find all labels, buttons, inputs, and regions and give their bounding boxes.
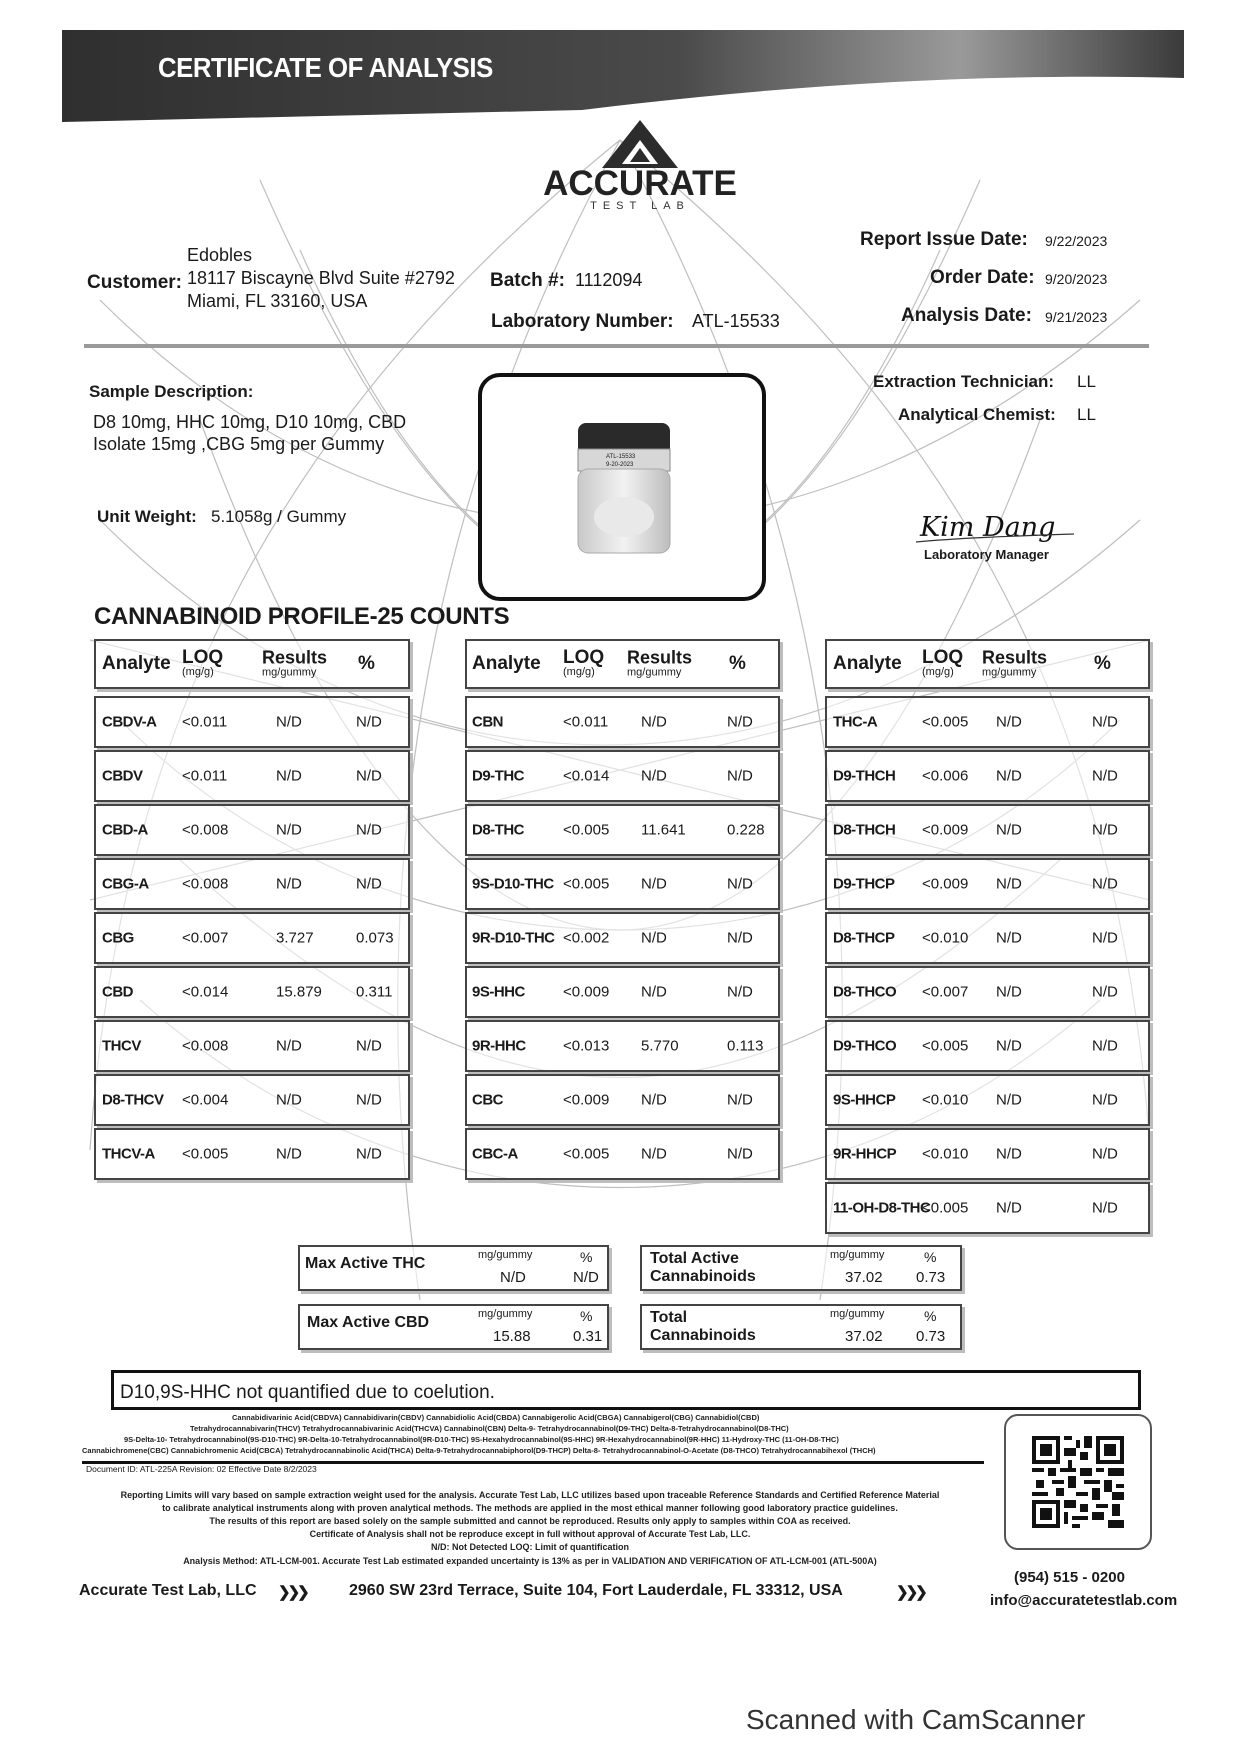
analyte-cell: THCV-A — [102, 1145, 155, 1163]
contact-email[interactable]: info@accuratetestlab.com — [990, 1592, 1178, 1609]
table-row — [465, 1128, 780, 1180]
logo-triangle-icon — [600, 118, 680, 170]
result-cell: N/D — [641, 983, 667, 1001]
table-row — [94, 750, 410, 802]
analyte-cell: THC-A — [833, 713, 878, 731]
laboratory-manager-label: Laboratory Manager — [924, 547, 1049, 562]
signature-text: Kim Dang — [920, 512, 1056, 543]
max-active-thc-box — [298, 1245, 609, 1291]
table-row — [94, 1128, 410, 1180]
total-unit: mg/gummy — [830, 1308, 885, 1320]
cannabinoid-profile-title: CANNABINOID PROFILE-25 COUNTS — [94, 603, 510, 630]
percent-cell: N/D — [356, 1037, 382, 1055]
result-cell: N/D — [276, 767, 302, 785]
header-loq-label: LOQ — [563, 647, 605, 668]
percent-cell: N/D — [1092, 1091, 1118, 1109]
analysis-date: 9/21/2023 — [1045, 309, 1108, 325]
result-cell: 3.727 — [276, 929, 314, 947]
table-row — [825, 1074, 1150, 1126]
customer-label: Customer: — [87, 272, 183, 293]
max-active-cbd-value: 15.88 — [493, 1328, 531, 1345]
table-row — [465, 696, 780, 748]
analyte-cell: D9-THCO — [833, 1037, 897, 1055]
max-active-thc-unit: mg/gummy — [478, 1249, 533, 1261]
qr-code-icon[interactable] — [1032, 1436, 1124, 1528]
report-issue-label: Report Issue Date: — [860, 229, 1028, 250]
header-loq-unit: (mg/g) — [182, 666, 214, 678]
result-cell: N/D — [996, 1145, 1022, 1163]
table-row — [94, 966, 410, 1018]
profile-header-3 — [825, 639, 1150, 689]
percent-cell: 0.073 — [356, 929, 394, 947]
max-active-cbd-pct: 0.31 — [573, 1328, 603, 1345]
analysis-date-label: Analysis Date: — [901, 305, 1032, 326]
total-active-cannabinoids-box — [640, 1245, 962, 1291]
percent-cell: N/D — [356, 767, 382, 785]
footer-company: Accurate Test Lab, LLC — [79, 1582, 257, 1599]
analyte-cell: D9-THC — [472, 767, 524, 785]
abbreviations-line-2: Tetrahydrocannabivarin(THCV) Tetrahydrocannabivarinic Acid(THCVA) Cannabinol(CBN) Delta-9- Tetrahydrocannabinol(D9-THC) Delta-8-Tetrahydrocannabinol(D8-THC) — [190, 1424, 789, 1433]
percent-cell: N/D — [1092, 1145, 1118, 1163]
analyte-cell: CBC — [472, 1091, 503, 1109]
percent-cell: N/D — [1092, 929, 1118, 947]
percent-cell: N/D — [1092, 713, 1118, 731]
percent-cell: 0.311 — [356, 983, 393, 1001]
loq-cell: <0.005 — [922, 713, 969, 731]
percent-cell: N/D — [727, 1091, 753, 1109]
total-cannabinoids-box — [640, 1304, 962, 1350]
total-pct: 0.73 — [916, 1328, 946, 1345]
table-row — [825, 1020, 1150, 1072]
max-active-thc-label: Max Active THC — [305, 1255, 426, 1272]
result-cell: 11.641 — [641, 821, 686, 839]
extraction-technician-value: LL — [1077, 372, 1096, 391]
header-results-unit: mg/gummy — [982, 666, 1037, 679]
total-pct-label: % — [924, 1308, 937, 1324]
analyte-cell: CBDV — [102, 767, 143, 785]
result-cell: N/D — [641, 1145, 667, 1163]
analyte-cell: 11-OH-D8-THC — [833, 1199, 931, 1217]
result-cell: N/D — [641, 875, 667, 893]
footer-address: 2960 SW 23rd Terrace, Suite 104, Fort Lauderdale, FL 33312, USA — [349, 1582, 843, 1599]
result-cell: 15.879 — [276, 983, 322, 1001]
table-row — [94, 1020, 410, 1072]
analyte-cell: D8-THCP — [833, 929, 895, 947]
analyte-cell: 9S-HHCP — [833, 1091, 896, 1109]
loq-cell: <0.005 — [563, 1145, 610, 1163]
profile-header-2 — [465, 639, 780, 689]
loq-cell: <0.005 — [922, 1037, 969, 1055]
table-row — [94, 912, 410, 964]
table-row — [94, 804, 410, 856]
loq-cell: <0.009 — [563, 983, 610, 1001]
header-percent: % — [729, 653, 746, 674]
analyte-cell: THCV — [102, 1037, 141, 1055]
total-active-label-1: Total Active — [650, 1250, 739, 1267]
analyte-cell: CBC-A — [472, 1145, 518, 1163]
loq-cell: <0.007 — [182, 929, 229, 947]
loq-cell: <0.010 — [922, 1145, 969, 1163]
total-label-1: Total — [650, 1309, 688, 1326]
analyte-cell: 9S-D10-THC — [472, 875, 554, 893]
result-cell: N/D — [641, 713, 667, 731]
loq-cell: <0.010 — [922, 929, 969, 947]
table-row — [465, 1074, 780, 1126]
sample-description-line2: Isolate 15mg ,CBG 5mg per Gummy — [93, 434, 385, 454]
loq-cell: <0.011 — [563, 713, 609, 731]
max-active-thc-pct-label: % — [580, 1249, 593, 1265]
analytical-chemist-label: Analytical Chemist: — [898, 405, 1056, 424]
unit-weight-label: Unit Weight: — [97, 507, 197, 526]
abbreviations-line-1: Cannabidivarinic Acid(CBDVA) Cannabidivarin(CBDV) Cannabidiolic Acid(CBDA) Cannabigerolic Acid(CBGA) Cannabigerol(CBG) Cannabidiol(CBD) — [232, 1413, 760, 1422]
result-cell: N/D — [996, 1199, 1022, 1217]
lab-number-value: ATL-15533 — [692, 311, 780, 331]
analyte-cell: D9-THCP — [833, 875, 895, 893]
lab-number-label: Laboratory Number: — [491, 311, 674, 332]
coelution-note: D10,9S-HHC not quantified due to coelution. — [120, 1382, 495, 1403]
header-analyte: Analyte — [472, 653, 541, 674]
table-row — [465, 966, 780, 1018]
loq-cell: <0.007 — [922, 983, 969, 1001]
batch-value: 1112094 — [575, 270, 643, 290]
analyte-cell: CBD-A — [102, 821, 148, 839]
table-row — [465, 750, 780, 802]
result-cell: N/D — [276, 1091, 302, 1109]
header-results — [627, 647, 693, 679]
table-row — [825, 1128, 1150, 1180]
analytical-chemist-value: LL — [1077, 405, 1096, 424]
table-row — [465, 1020, 780, 1072]
result-cell: N/D — [996, 767, 1022, 785]
jar-label-date: 9-20-2023 — [606, 462, 634, 468]
loq-cell: <0.005 — [563, 875, 610, 893]
disclaimer-line-1: Reporting Limits will vary based on sample extraction weight used for the analysis. Accurate Test Lab, LLC utilizes based upon traceable Reference Standards and Certified Reference Material — [120, 1490, 940, 1500]
loq-cell: <0.008 — [182, 1037, 229, 1055]
order-date-label: Order Date: — [930, 267, 1035, 288]
certificate-title: CERTIFICATE OF ANALYSIS — [158, 52, 493, 83]
header-results-unit: mg/gummy — [627, 666, 682, 679]
percent-cell: N/D — [1092, 821, 1118, 839]
customer-address-line1: 18117 Biscayne Blvd Suite #2792 — [187, 268, 455, 288]
max-active-cbd-label: Max Active CBD — [307, 1314, 430, 1331]
percent-cell: N/D — [356, 821, 382, 839]
result-cell: N/D — [276, 1145, 302, 1163]
table-row — [825, 804, 1150, 856]
result-cell: N/D — [641, 929, 667, 947]
total-value: 37.02 — [845, 1328, 883, 1345]
disclaimer-line-6: Analysis Method: ATL-LCM-001. Accurate Test Lab estimated expanded uncertainty is 13% as per in VALIDATION AND VERIFICATION OF ATL-LCM-001 (ATL-500A) — [183, 1556, 877, 1566]
loq-cell: <0.002 — [563, 929, 610, 947]
disclaimer-line-5: N/D: Not Detected LOQ: Limit of quantification — [431, 1542, 629, 1552]
percent-cell: N/D — [727, 1145, 753, 1163]
table-row — [825, 750, 1150, 802]
header-loq-unit: (mg/g) — [922, 666, 954, 678]
percent-cell: N/D — [1092, 983, 1118, 1001]
result-cell: N/D — [276, 1037, 302, 1055]
order-date: 9/20/2023 — [1045, 271, 1108, 287]
accurate-logo — [540, 118, 740, 218]
analyte-cell: D8-THCV — [102, 1091, 164, 1109]
percent-cell: N/D — [356, 1091, 382, 1109]
analyte-cell: CBG-A — [102, 875, 149, 893]
header-loq — [922, 647, 964, 678]
contact-phone: (954) 515 - 0200 — [1014, 1569, 1125, 1586]
header-analyte: Analyte — [102, 653, 171, 674]
header-loq — [563, 647, 605, 678]
analyte-cell: 9R-HHCP — [833, 1145, 897, 1163]
percent-cell: N/D — [356, 713, 382, 731]
extraction-technician-label: Extraction Technician: — [873, 372, 1055, 391]
result-cell: N/D — [276, 713, 302, 731]
jar-label-id: ATL-15533 — [606, 454, 636, 460]
analyte-cell: CBN — [472, 713, 503, 731]
result-cell: N/D — [996, 1037, 1022, 1055]
header-results — [262, 647, 328, 679]
analyte-cell: 9R-HHC — [472, 1037, 526, 1055]
abbreviations-line-4: Cannabichromene(CBC) Cannabichromenic Acid(CBCA) Tetrahydrocannabinolic Acid(THCA) Delta-9-Tetrahydrocannabiphorol(D9-THCP) Delta-8- Tetrahydrocannabinol-O-Acetate (D8-THCO) Tetrahydrocannabihexol (THCH) — [82, 1446, 876, 1455]
table-row — [94, 1074, 410, 1126]
loq-cell: <0.010 — [922, 1091, 969, 1109]
footer-arrows-icon-2: ❯❯❯ — [896, 1584, 925, 1601]
total-active-pct-label: % — [924, 1249, 937, 1265]
header-results-label: Results — [262, 647, 328, 668]
report-issue-date: 9/22/2023 — [1045, 233, 1108, 249]
disclaimer-line-4: Certificate of Analysis shall not be reproduce except in full without approval of Accurate Test Lab, LLC. — [309, 1529, 751, 1539]
loq-cell: <0.008 — [182, 875, 229, 893]
header-loq-label: LOQ — [182, 647, 224, 668]
result-cell: N/D — [641, 767, 667, 785]
result-cell: 5.770 — [641, 1037, 679, 1055]
loq-cell: <0.004 — [182, 1091, 229, 1109]
header-loq-unit: (mg/g) — [563, 666, 595, 678]
table-row — [825, 858, 1150, 910]
percent-cell: N/D — [727, 767, 753, 785]
loq-cell: <0.009 — [922, 821, 969, 839]
header-results-unit: mg/gummy — [262, 666, 317, 679]
result-cell: N/D — [276, 875, 302, 893]
header-percent: % — [1094, 653, 1111, 674]
logo-wordmark: ACCURATE — [543, 164, 737, 203]
abbreviations-line-3: 9S-Delta-10- Tetrahydrocannabinol(9S-D10-THC) 9R-Delta-10-Tetrahydrocannabinol(9R-D10-THC) 9S-Hexahydrocannabinol(9S-HHC) 9R-Hexahydrocannabinol(9R-HHC) 11-Hydroxy-THC (11-OH-D8-THC) — [124, 1435, 839, 1444]
analyte-cell: 9S-HHC — [472, 983, 525, 1001]
loq-cell: <0.011 — [182, 767, 228, 785]
header-percent: % — [358, 653, 375, 674]
loq-cell: <0.009 — [563, 1091, 610, 1109]
sample-description-line1: D8 10mg, HHC 10mg, D10 10mg, CBD — [93, 412, 407, 432]
max-active-cbd-box — [298, 1304, 609, 1350]
table-row — [825, 912, 1150, 964]
loq-cell: <0.006 — [922, 767, 969, 785]
batch-label: Batch #: — [490, 270, 565, 291]
disclaimer-line-2: to calibrate analytical instruments along with proven analytical methods. The methods are applied in the most ethical manner following good laboratory practice guidelines. — [162, 1503, 898, 1513]
manager-signature — [916, 506, 1076, 552]
table-row — [825, 1182, 1150, 1234]
sample-jar-image — [482, 377, 762, 597]
analyte-cell: CBG — [102, 929, 134, 947]
loq-cell: <0.008 — [182, 821, 229, 839]
analyte-cell: CBD — [102, 983, 133, 1001]
result-cell: N/D — [996, 713, 1022, 731]
result-cell: N/D — [996, 983, 1022, 1001]
qr-code-frame[interactable] — [1004, 1414, 1152, 1550]
total-active-value: 37.02 — [845, 1269, 883, 1286]
percent-cell: 0.113 — [727, 1037, 764, 1055]
total-active-unit: mg/gummy — [830, 1249, 885, 1261]
result-cell: N/D — [276, 821, 302, 839]
unit-weight-value: 5.1058g / Gummy — [211, 507, 347, 526]
profile-header-1 — [94, 639, 410, 689]
header-results-label: Results — [627, 647, 693, 668]
percent-cell: N/D — [1092, 767, 1118, 785]
loq-cell: <0.005 — [922, 1199, 969, 1217]
total-label-2: Cannabinoids — [650, 1327, 756, 1344]
analyte-cell: D8-THCH — [833, 821, 896, 839]
total-active-label-2: Cannabinoids — [650, 1268, 756, 1285]
table-row — [465, 858, 780, 910]
percent-cell: N/D — [356, 875, 382, 893]
logo-subtitle: TEST LAB — [590, 200, 690, 212]
percent-cell: N/D — [727, 929, 753, 947]
loq-cell: <0.009 — [922, 875, 969, 893]
coelution-note-box — [111, 1370, 1141, 1410]
table-row — [825, 966, 1150, 1018]
table-row — [825, 696, 1150, 748]
result-cell: N/D — [641, 1091, 667, 1109]
footer-arrows-icon-1: ❯❯❯ — [278, 1584, 307, 1601]
header-loq-label: LOQ — [922, 647, 964, 668]
sample-description-label: Sample Description: — [89, 382, 254, 401]
customer-name: Edobles — [187, 245, 253, 265]
header-results — [982, 647, 1048, 679]
loq-cell: <0.013 — [563, 1037, 610, 1055]
percent-cell: 0.228 — [727, 821, 765, 839]
header-divider — [84, 344, 1149, 348]
camscanner-watermark: Scanned with CamScanner — [746, 1704, 1086, 1735]
analyte-cell: D8-THCO — [833, 983, 897, 1001]
header-analyte: Analyte — [833, 653, 902, 674]
analyte-cell: 9R-D10-THC — [472, 929, 555, 947]
table-row — [465, 912, 780, 964]
percent-cell: N/D — [1092, 1199, 1118, 1217]
table-row — [94, 858, 410, 910]
table-row — [94, 696, 410, 748]
percent-cell: N/D — [1092, 875, 1118, 893]
loq-cell: <0.011 — [182, 713, 228, 731]
percent-cell: N/D — [1092, 1037, 1118, 1055]
percent-cell: N/D — [727, 713, 753, 731]
max-active-thc-value: N/D — [500, 1269, 526, 1286]
result-cell: N/D — [996, 821, 1022, 839]
disclaimer-line-3: The results of this report are based solely on the sample submitted and cannot be reproduced. Results only apply to samples within COA as received. — [209, 1516, 851, 1526]
percent-cell: N/D — [727, 983, 753, 1001]
sample-photo-frame — [478, 373, 766, 601]
analyte-cell: D8-THC — [472, 821, 524, 839]
result-cell: N/D — [996, 1091, 1022, 1109]
percent-cell: N/D — [356, 1145, 382, 1163]
result-cell: N/D — [996, 875, 1022, 893]
table-row — [465, 804, 780, 856]
loq-cell: <0.014 — [182, 983, 229, 1001]
document-id: Document ID: ATL-225A Revision: 02 Effective Date 8/2/2023 — [86, 1464, 317, 1474]
max-active-cbd-unit: mg/gummy — [478, 1308, 533, 1320]
percent-cell: N/D — [727, 875, 753, 893]
loq-cell: <0.005 — [563, 821, 610, 839]
total-active-pct: 0.73 — [916, 1269, 946, 1286]
header-loq — [182, 647, 224, 678]
max-active-thc-pct: N/D — [573, 1269, 599, 1286]
customer-address-line2: Miami, FL 33160, USA — [187, 291, 368, 311]
header-results-label: Results — [982, 647, 1048, 668]
loq-cell: <0.005 — [182, 1145, 229, 1163]
result-cell: N/D — [996, 929, 1022, 947]
loq-cell: <0.014 — [563, 767, 610, 785]
analyte-cell: D9-THCH — [833, 767, 896, 785]
max-active-cbd-pct-label: % — [580, 1308, 593, 1324]
analyte-cell: CBDV-A — [102, 713, 157, 731]
